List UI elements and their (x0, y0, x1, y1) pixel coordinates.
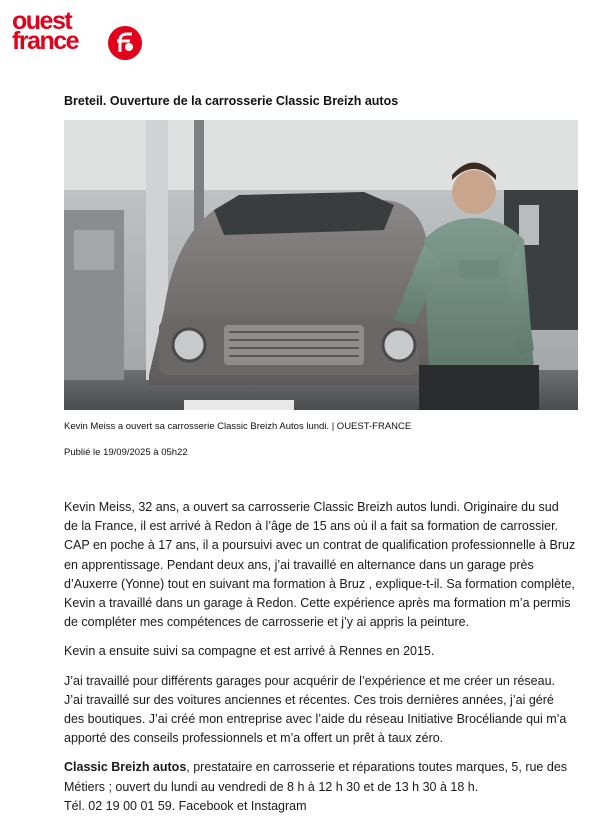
contact-details: , prestataire en carrosserie et réparations toutes marques, 5, rue des Métiers ; ouvert du lundi au vendredi de 8 h à 12 h 30 et de 13 h 30 à 18 h. (64, 760, 568, 794)
article-body (64, 498, 576, 826)
paragraph-1: Kevin Meiss, 32 ans, a ouvert sa carrosserie Classic Breizh autos lundi. Originaire du sud de la France, il est arrivé à Redon à l’âge de 15 ans où il a fait sa formation de carrossier. CAP en poche à 17 ans, il a poursuivi avec un contrat de qualification professionnelle à Bruz en apprentissage. Pendant deux ans, j’ai travaillé en alternance dans un garage près d’Auxerre (Yonne) tout en suivant ma formation à Bruz , explique-t-il. Sa formation complète, Kevin a travaillé dans un garage à Redon. Cette expérience après ma formation m’a permis de compléter mes compétences de carrosserie et j’y ai appris la peinture. (64, 500, 576, 630)
photo-caption: Kevin Meiss a ouvert sa carrosserie Classic Breizh Autos lundi. | OUEST-FRANCE (64, 421, 412, 432)
logo-mark-icon (108, 26, 142, 60)
logo-line-2: france (12, 27, 79, 55)
paragraph-contact-line2: Tél. 02 19 00 01 59. Facebook et Instagram (64, 798, 307, 813)
paragraph-2: Kevin a ensuite suivi sa compagne et est arrivé à Rennes en 2015. (64, 644, 435, 659)
garage-photo-illustration (64, 120, 578, 410)
publication-date: Publié le 19/09/2025 à 05h22 (64, 447, 188, 458)
logo-line-1: ouest (12, 7, 72, 35)
article-title: Breteil. Ouverture de la carrosserie Classic Breizh autos (64, 94, 399, 108)
paragraph-3: J’ai travaillé pour différents garages pour acquérir de l’expérience et me créer un réseau. J’ai travaillé sur des voitures anciennes et récentes. Ces trois dernières années, j’ai géré des boutiques. J’ai créé mon entreprise avec l’aide du réseau Initiative Brocéliande qui m’a apporté des conseils professionnels et m’a offert un prêt à taux zéro. (64, 673, 567, 746)
article-photo (64, 120, 578, 410)
contact-business-name: Classic Breizh autos (64, 760, 187, 775)
paragraph-contact (64, 758, 576, 796)
ouest-france-logo[interactable] (12, 7, 137, 58)
